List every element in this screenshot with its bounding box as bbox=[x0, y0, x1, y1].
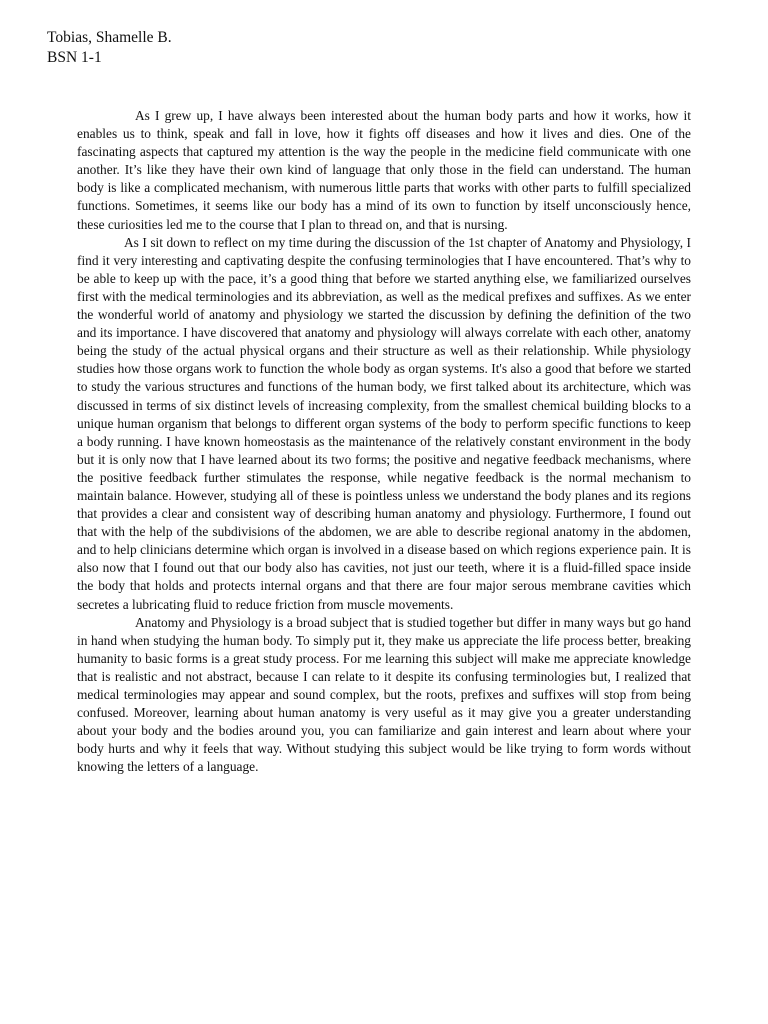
paragraph-1: As I grew up, I have always been interested about the human body parts and how it works, how it enables us to think, speak and fall in love, how it fights off diseases and how it lives and dies. One of the fascinating aspects that captured my attention is the way the people in the medicine field communicate with one another. It’s like they have their own kind of language that only those in the field can understand. The human body is like a complicated mechanism, with numerous little parts that works with other parts to fulfill specialized functions. Sometimes, it seems like our body has a mind of its own to function by itself unconsciously hence, these curiosities led me to the course that I plan to thread on, and that is nursing. bbox=[77, 108, 691, 232]
paragraph-2: As I sit down to reflect on my time during the discussion of the 1st chapter of Anatomy and Physiology, I find it very interesting and captivating despite the confusing terminologies that I have encountered. That’s why to be able to keep up with the pace, it’s a good thing that before we started anything else, we familiarized ourselves first with the medical terminologies and its abbreviation, as well as the medical prefixes and suffixes. As we enter the wonderful world of anatomy and physiology we started the discussion by defining the definition of the two and its importance. I have discovered that anatomy and physiology will always correlate with each other, anatomy being the study of the actual physical organs and their structure as well as their relationship. While physiology studies how those organs work to function the whole body as organ systems. It's also a good that before we started to study the various structures and functions of the human body, we first talked about its architecture, which was discussed in terms of six distinct levels of increasing complexity, from the smallest chemical building blocks to a unique human organism that belongs to different organ systems of the body to perform specific functions to keep a body running. I have known homeostasis as the maintenance of the relatively constant environment in the body but it is only now that I have learned about its two forms; the positive and negative feedback mechanisms, where the positive feedback further stimulates the response, while negative feedback is the normal mechanism to maintain balance. However, studying all of these is pointless unless we understand the body planes and its regions that provides a clear and consistent way of describing human anatomy and physiology. Furthermore, I found out that with the help of the subdivisions of the abdomen, we are able to describe regional anatomy in the abdomen, and to help clinicians determine which organ is involved in a disease based on which regions experience pain. It is also now that I found out that our body also has cavities, not just our teeth, where it is a fluid-filled space inside the body that holds and protects internal organs and that there are four major serous membrane cavities which secretes a lubricating fluid to reduce friction from muscle movements. bbox=[77, 234, 691, 612]
document-header bbox=[47, 28, 172, 68]
author-name: Tobias, Shamelle B. bbox=[47, 29, 172, 46]
essay-body bbox=[77, 107, 691, 776]
section-label: BSN 1-1 bbox=[47, 49, 102, 66]
paragraph-3: Anatomy and Physiology is a broad subject that is studied together but differ in many ways but go hand in hand when studying the human body. To simply put it, they make us appreciate the life process better, breaking humanity to basic forms is a great study process. For me learning this subject will make me appreciate knowledge that is realistic and not abstract, because I can relate to it despite its confusing terminologies but, I realized that medical terminologies may appear and sound complex, but the roots, prefixes and suffixes will stop from being confused. Moreover, learning about human anatomy is very useful as it may give you a greater understanding about your body and the bodies around you, you can familiarize and gain interest and learn about where your body hurts and why it feels that way. Without studying this subject would be like trying to form words without knowing the letters of a language. bbox=[77, 614, 691, 775]
